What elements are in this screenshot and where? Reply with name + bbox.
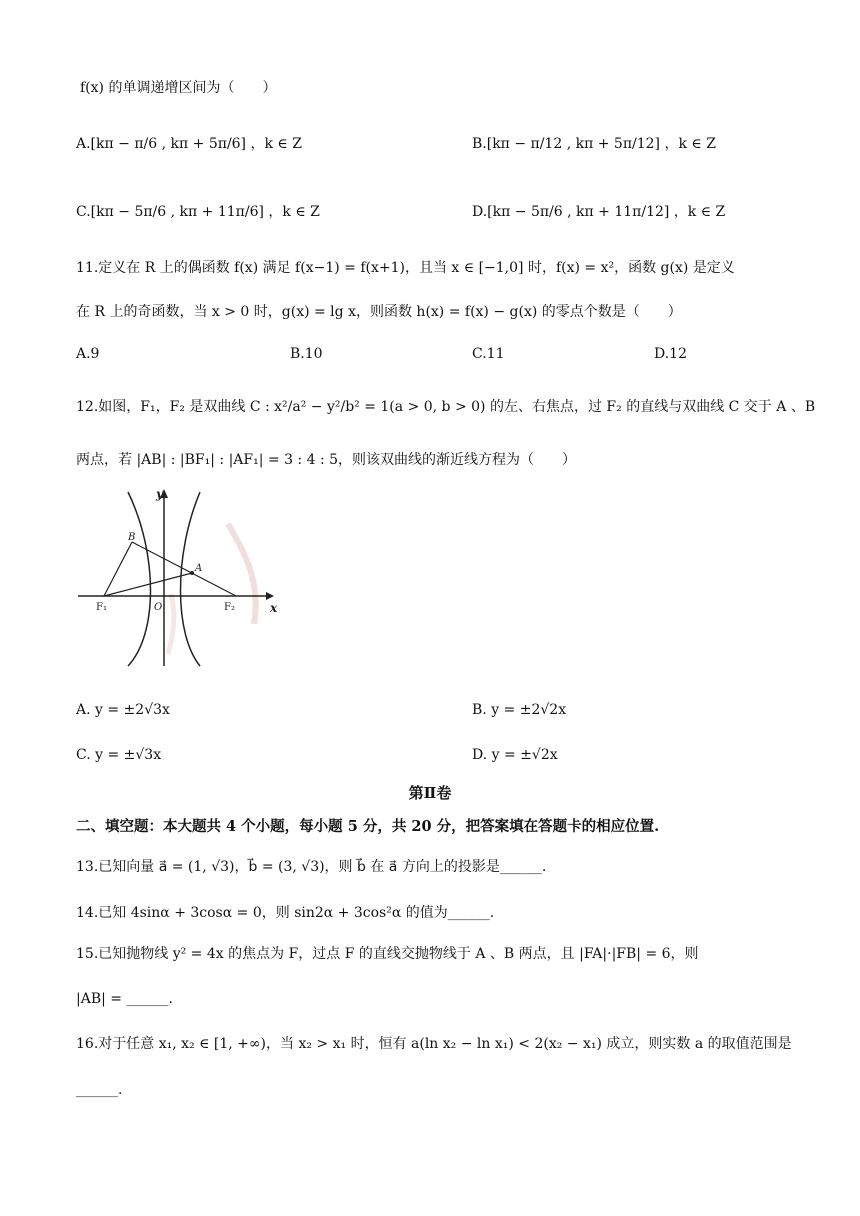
q14: 14.已知 4sinα + 3cosα = 0，则 sin2α + 3cos²α 的值为______. [76, 905, 495, 921]
q10-stem-tail: f(x) 的单调递增区间为（ ） [80, 80, 277, 96]
label-a: A [195, 563, 203, 574]
point-a [190, 571, 194, 575]
label-f1: F₁ [96, 602, 107, 613]
scan-mark [168, 594, 174, 654]
segment-f1-a [104, 573, 192, 596]
section2-heading: 二、填空题：本大题共 4 个小题，每小题 5 分，共 20 分，把答案填在答题卡的相应位置. [76, 818, 660, 835]
q10-option-c: C.[kπ − 5π/6 , kπ + 11π/6] ，k ∈ Z [76, 204, 320, 220]
x-axis-arrow [266, 592, 274, 600]
left-branch [128, 492, 151, 666]
q16-line1: 16.对于任意 x₁, x₂ ∈ [1, +∞)，当 x₂ > x₁ 时，恒有 a(ln x₂ − ln x₁) < 2(x₂ − x₁) 成立，则实数 a 的取值范围是 [76, 1036, 792, 1052]
q12-line2: 两点，若 |AB| : |BF₁| : |AF₁| = 3 : 4 : 5，则该双曲线的渐近线方程为（ ） [76, 452, 577, 468]
q11-option-c: C.11 [472, 346, 505, 362]
label-x: x [270, 601, 278, 615]
segment-f1-b [104, 542, 132, 596]
q15-line2: |AB| = ______. [76, 991, 173, 1007]
q11-option-d: D.12 [654, 346, 687, 362]
label-f2: F₂ [224, 602, 235, 613]
part2-title: 第Ⅱ卷 [408, 784, 452, 802]
q10-option-a: A.[kπ − π/6 , kπ + 5π/6] ，k ∈ Z [76, 136, 302, 152]
q11-option-a: A.9 [76, 346, 100, 362]
q12-option-a: A. y = ±2√3x [76, 702, 170, 718]
right-branch [181, 492, 201, 666]
q12-option-b: B. y = ±2√2x [472, 702, 567, 718]
q10-option-d: D.[kπ − 5π/6 , kπ + 11π/12] ，k ∈ Z [472, 204, 726, 220]
q12-line1: 12.如图，F₁，F₂ 是双曲线 C : x²/a² − y²/b² = 1(a > 0, b > 0) 的左、右焦点，过 F₂ 的直线与双曲线 C 交于 A 、B [76, 399, 816, 415]
q11-line1: 11.定义在 R 上的偶函数 f(x) 满足 f(x−1) = f(x+1)，且当 x ∈ [−1,0] 时，f(x) = x²，函数 g(x) 是定义 [76, 260, 735, 276]
q13: 13.已知向量 a⃗ = (1, √3)，b⃗ = (3, √3)，则 b⃗ 在 a⃗ 方向上的投影是______. [76, 859, 547, 875]
q15-line1: 15.已知抛物线 y² = 4x 的焦点为 F，过点 F 的直线交抛物线于 A 、B 两点，且 |FA|·|FB| = 6，则 [76, 946, 699, 962]
label-b: B [128, 532, 136, 543]
q11-option-b: B.10 [290, 346, 323, 362]
q12-option-c: C. y = ±√3x [76, 747, 162, 763]
q16-line2: ______. [76, 1082, 123, 1098]
q10-option-b: B.[kπ − π/12 , kπ + 5π/12] ，k ∈ Z [472, 136, 716, 152]
hyperbola-figure [76, 484, 280, 674]
q11-line2: 在 R 上的奇函数，当 x > 0 时，g(x) = lg x，则函数 h(x) = f(x) − g(x) 的零点个数是（ ） [76, 304, 682, 320]
q12-option-d: D. y = ±√2x [472, 747, 558, 763]
label-y: y [156, 487, 163, 501]
label-o: O [154, 602, 163, 613]
